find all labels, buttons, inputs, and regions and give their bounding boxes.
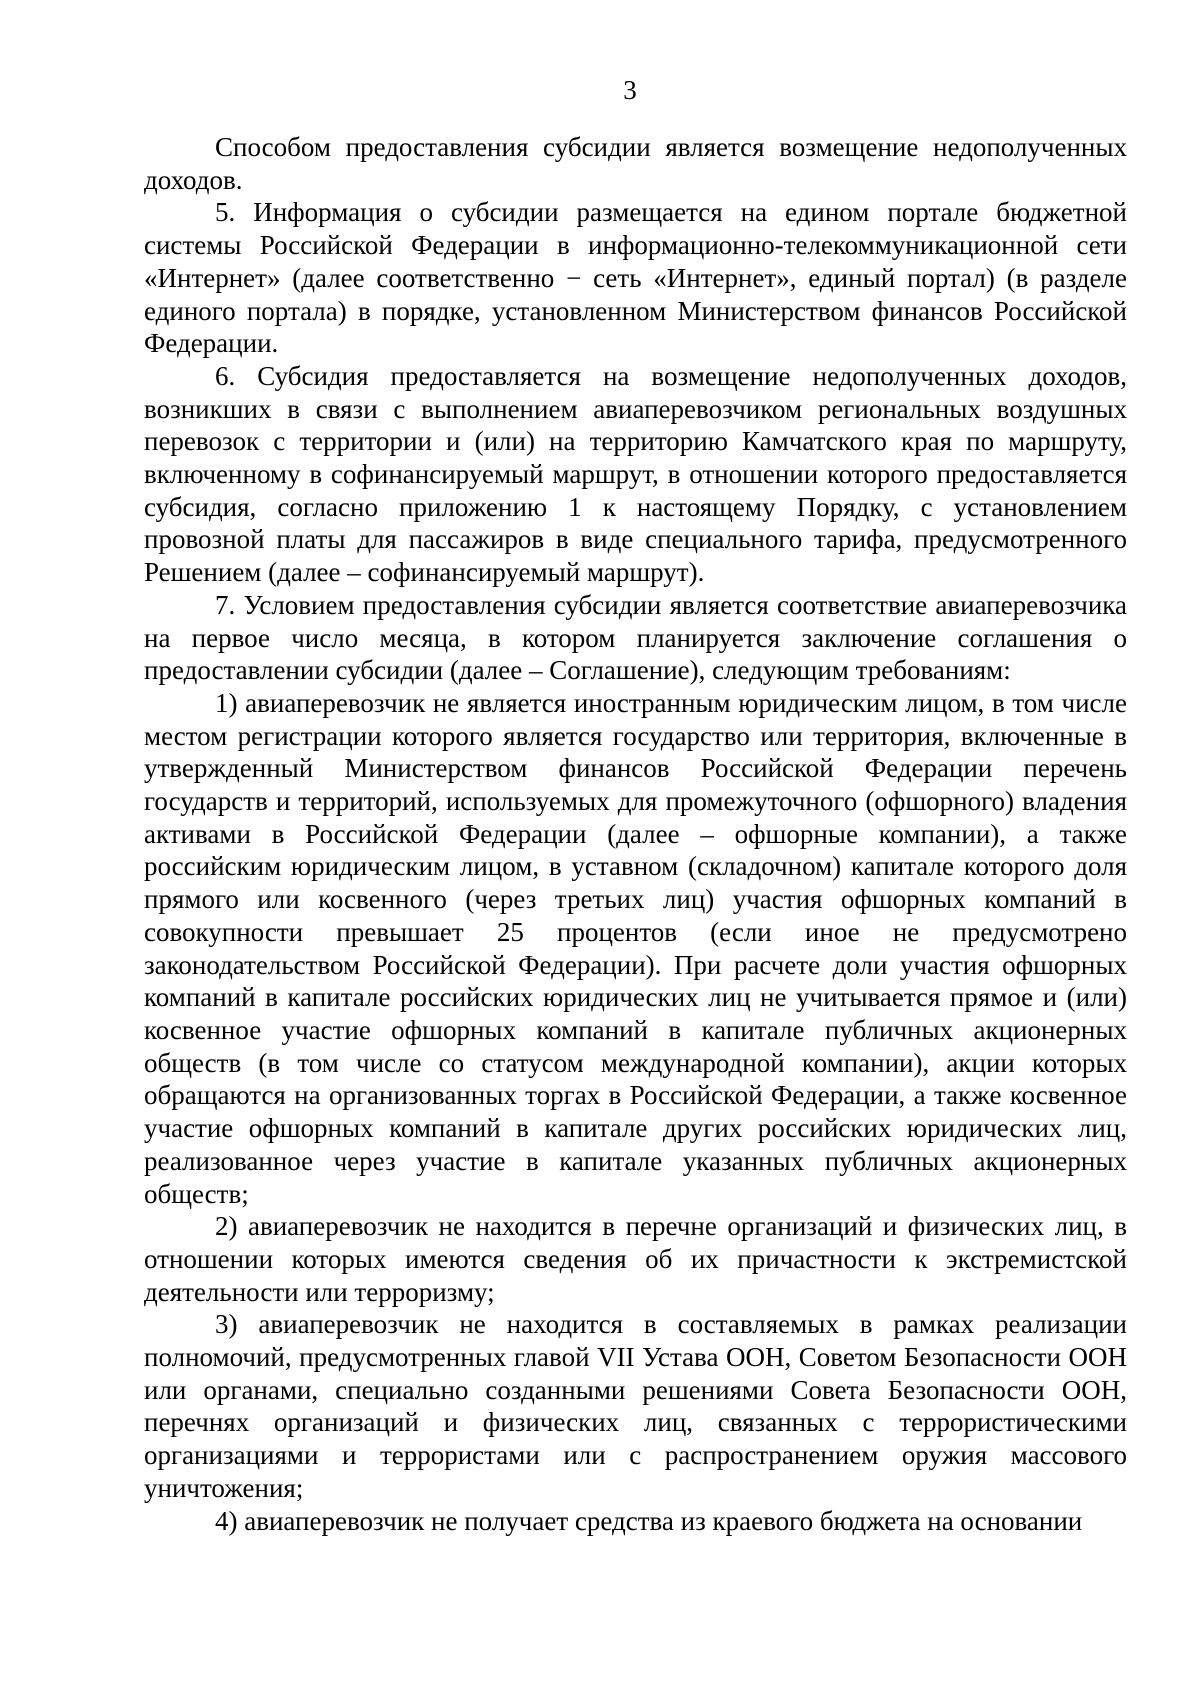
requirement-2-extremism-list: 2) авиаперевозчик не находится в перечне организаций и физических лиц, в отношении которых имеются сведения об их причастности к экстремистской деятельности или терроризму;: [144, 1211, 1127, 1307]
requirement-3-un-lists: 3) авиаперевозчик не находится в составляемых в рамках реализации полномочий, предусмотренных главой VII Устава ООН, Советом Безопасности ООН или органами, специально созданными решениями Совета Безопасности ООН, перечнях организаций и физических лиц, связанных с террористическими организациями и террористами или с распространением оружия массового уничтожения;: [144, 1309, 1127, 1503]
paragraph-6-subsidy-purpose: 6. Субсидия предоставляется на возмещение недополученных доходов, возникших в связи с выполнением авиаперевозчиком региональных воздушных перевозок с территории и (или) на территорию Камчатского края по маршруту, включенному в софинансируемый маршрут, в отношении которого предоставляется субсидия, согласно приложению 1 к настоящему Порядку, с установлением провозной платы для пассажиров в виде специального тарифа, предусмотренного Решением (далее – софинансируемый маршрут).: [144, 360, 1127, 588]
document-body: [144, 131, 1127, 1537]
requirement-1-foreign-entity: 1) авиаперевозчик не является иностранным юридическим лицом, в том числе местом регистрации которого является государство или территория, включенные в утвержденный Министерством финансов Российской Федерации перечень государств и территорий, используемых для промежуточного (офшорного) владения активами в Российской Федерации (далее – офшорные компании), а также российским юридическим лицом, в уставном (складочном) капитале которого доля прямого или косвенного (через третьих лиц) участия офшорных компаний в совокупности превышает 25 процентов (если иное не предусмотрено законодательством Российской Федерации). При расчете доли участия офшорных компаний в капитале российских юридических лиц не учитывается прямое и (или) косвенное участие офшорных компаний в капитале публичных акционерных обществ (в том числе со статусом международной компании), акции которых обращаются на организованных торгах в Российской Федерации, а также косвенное участие офшорных компаний в капитале других российских юридических лиц, реализованное через участие в капитале указанных публичных акционерных обществ;: [144, 687, 1127, 1209]
paragraph-subsidy-method: Способом предоставления субсидии является возмещение недополученных доходов.: [144, 132, 1127, 195]
paragraph-5-information: 5. Информация о субсидии размещается на едином портале бюджетной системы Российской Федерации в информационно-телекоммуникационной сети «Интернет» (далее соответственно − сеть «Интернет», единый портал) (в разделе единого портала) в порядке, установленном Министерством финансов Российской Федерации.: [144, 197, 1127, 359]
page-number: 3: [623, 75, 637, 105]
requirement-4-regional-budget: 4) авиаперевозчик не получает средства из краевого бюджета на основании: [215, 1505, 1083, 1536]
paragraph-7-conditions: 7. Условием предоставления субсидии является соответствие авиаперевозчика на первое число месяца, в котором планируется заключение соглашения о предоставлении субсидии (далее – Соглашение), следующим требованиям:: [144, 589, 1127, 686]
